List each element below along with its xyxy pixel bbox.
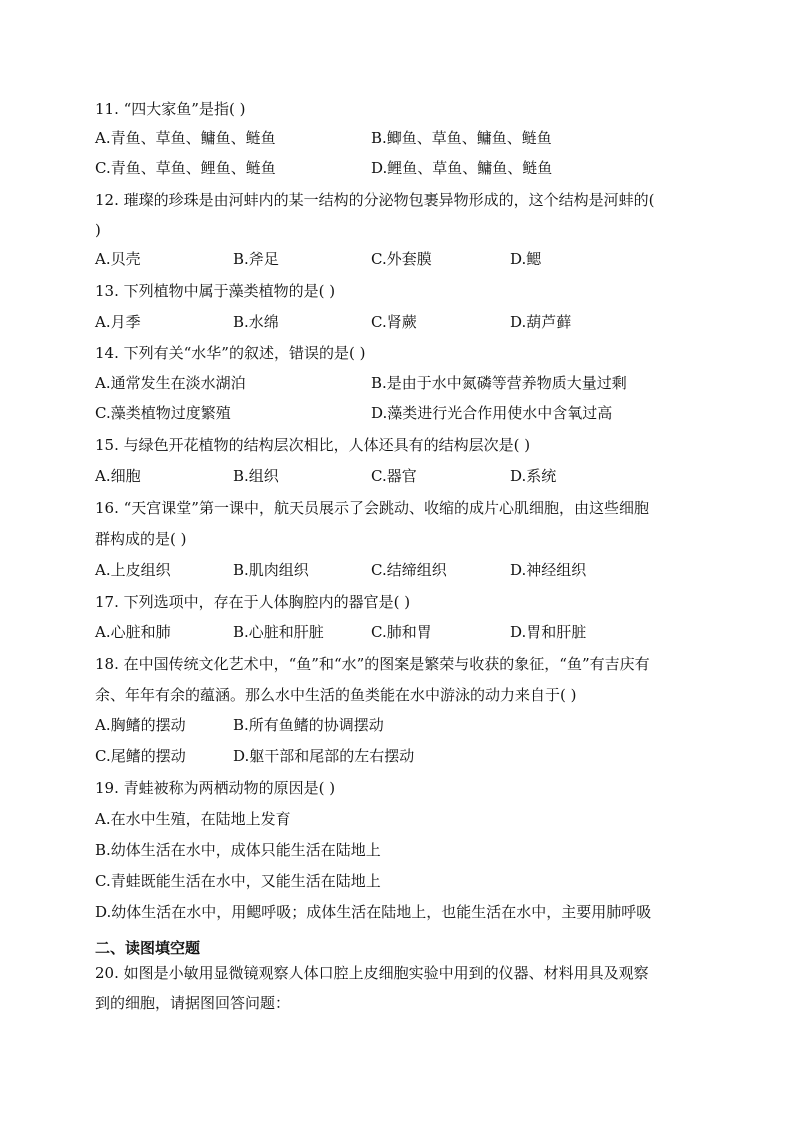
question-19-option-a: A.在水中生殖，在陆地上发育 xyxy=(95,810,291,828)
question-17-option-a: A.心脏和肺 xyxy=(95,623,171,641)
question-18-option-c: C.尾鳍的摆动 xyxy=(95,747,186,765)
question-16-stem: 16. “天宫课堂”第一课中，航天员展示了会跳动、收缩的成片心肌细胞，由这些细胞 xyxy=(95,499,649,517)
question-12-option-a: A.贝壳 xyxy=(95,250,141,268)
question-16-option-a: A.上皮组织 xyxy=(95,561,171,579)
question-15-option-c: C.器官 xyxy=(371,467,417,485)
question-17-option-c: C.肺和胃 xyxy=(371,623,432,641)
question-20-stem-cont: 到的细胞，请据图回答问题： xyxy=(95,994,291,1012)
question-19-option-b: B.幼体生活在水中，成体只能生活在陆地上 xyxy=(95,841,381,859)
question-12-option-c: C.外套膜 xyxy=(371,250,432,268)
question-13-option-d: D.葫芦藓 xyxy=(510,313,572,331)
question-18-option-a: A.胸鳍的摆动 xyxy=(95,716,186,734)
question-15-option-b: B.组织 xyxy=(233,467,279,485)
question-13-option-a: A.月季 xyxy=(95,313,141,331)
question-12-option-d: D.鳃 xyxy=(510,250,542,268)
question-11-option-c: C.青鱼、草鱼、鲤鱼、鲢鱼 xyxy=(95,159,276,177)
question-12-option-b: B.斧足 xyxy=(233,250,279,268)
question-19-stem: 19. 青蛙被称为两栖动物的原因是( ) xyxy=(95,779,336,797)
question-19-option-d: D.幼体生活在水中，用鳃呼吸；成体生活在陆地上，也能生活在水中，主要用肺呼吸 xyxy=(95,903,652,921)
question-14-stem: 14. 下列有关“水华”的叙述，错误的是( ) xyxy=(95,344,366,362)
question-18-stem-cont: 余、年年有余的蕴涵。那么水中生活的鱼类能在水中游泳的动力来自于( ) xyxy=(95,686,577,704)
question-14-option-b: B.是由于水中氮磷等营养物质大量过剩 xyxy=(371,374,627,392)
question-12-stem-cont: ) xyxy=(95,221,101,239)
section-title: 二、读图填空题 xyxy=(95,939,201,957)
question-13-option-c: C.肾蕨 xyxy=(371,313,417,331)
question-14-option-a: A.通常发生在淡水湖泊 xyxy=(95,374,246,392)
question-11-stem: 11. “四大家鱼”是指( ) xyxy=(95,100,246,118)
question-11-option-b: B.鲫鱼、草鱼、鳙鱼、鲢鱼 xyxy=(371,129,552,147)
question-11-option-d: D.鲤鱼、草鱼、鳙鱼、鲢鱼 xyxy=(371,159,553,177)
question-11-option-a: A.青鱼、草鱼、鳙鱼、鲢鱼 xyxy=(95,129,276,147)
question-16-stem-cont: 群构成的是( ) xyxy=(95,530,187,548)
question-15-stem: 15. 与绿色开花植物的结构层次相比，人体还具有的结构层次是( ) xyxy=(95,436,531,454)
question-18-option-d: D.躯干部和尾部的左右摆动 xyxy=(233,747,415,765)
question-19-option-c: C.青蛙既能生活在水中，又能生活在陆地上 xyxy=(95,872,381,890)
question-14-option-d: D.藻类进行光合作用使水中含氧过高 xyxy=(371,404,613,422)
question-13-stem: 13. 下列植物中属于藻类植物的是( ) xyxy=(95,282,336,300)
question-18-stem: 18. 在中国传统文化艺术中，“鱼”和“水”的图案是繁荣与收获的象征，“鱼”有吉庆有 xyxy=(95,655,650,673)
question-16-option-c: C.结缔组织 xyxy=(371,561,447,579)
question-14-option-c: C.藻类植物过度繁殖 xyxy=(95,404,231,422)
question-16-option-d: D.神经组织 xyxy=(510,561,587,579)
question-17-option-b: B.心脏和肝脏 xyxy=(233,623,324,641)
question-17-option-d: D.胃和肝脏 xyxy=(510,623,587,641)
question-15-option-a: A.细胞 xyxy=(95,467,141,485)
question-18-option-b: B.所有鱼鳍的协调摆动 xyxy=(233,716,384,734)
question-20-stem: 20. 如图是小敏用显微镜观察人体口腔上皮细胞实验中用到的仪器、材料用具及观察 xyxy=(95,964,649,982)
question-12-stem: 12. 璀璨的珍珠是由河蚌内的某一结构的分泌物包裹异物形成的，这个结构是河蚌的( xyxy=(95,191,655,209)
question-15-option-d: D.系统 xyxy=(510,467,557,485)
question-13-option-b: B.水绵 xyxy=(233,313,279,331)
question-17-stem: 17. 下列选项中，存在于人体胸腔内的器官是( ) xyxy=(95,593,411,611)
question-16-option-b: B.肌肉组织 xyxy=(233,561,309,579)
